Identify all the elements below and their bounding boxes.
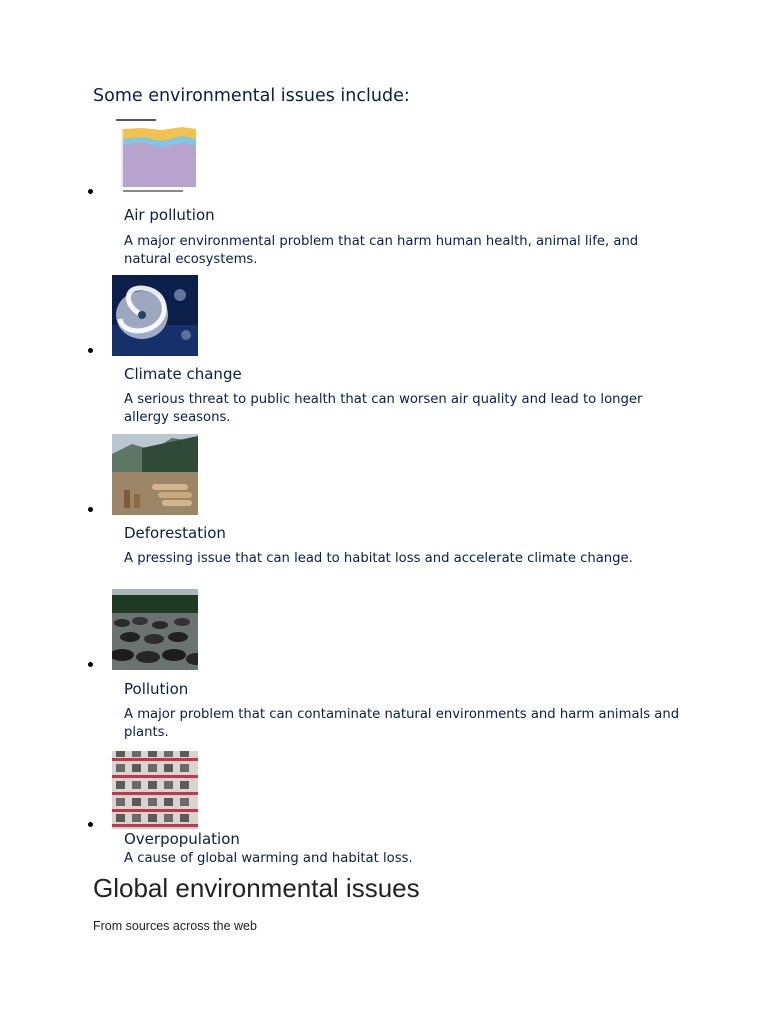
climate-change-thumbnail[interactable] xyxy=(112,275,198,356)
list-bullet xyxy=(88,662,93,667)
pollution-thumbnail[interactable] xyxy=(112,589,198,670)
item-description: A major problem that can contaminate natural environments and harm animals and plants. xyxy=(124,707,680,740)
item-title[interactable]: Overpopulation xyxy=(124,830,240,848)
overpopulation-thumbnail[interactable] xyxy=(112,748,198,829)
apartment-block-icon xyxy=(112,748,198,829)
tire-dump-icon xyxy=(112,589,198,670)
section-title: Global environmental issues xyxy=(93,873,420,903)
section-subtitle: From sources across the web xyxy=(93,919,257,933)
list-bullet xyxy=(88,189,93,194)
item-description: A cause of global warming and habitat loss. xyxy=(124,851,413,866)
list-bullet xyxy=(88,822,93,827)
item-description: A serious threat to public health that can worsen air quality and lead to longer allergy seasons. xyxy=(124,392,643,425)
intro-heading: Some environmental issues include: xyxy=(93,86,410,106)
energy-consumption-chart-icon xyxy=(112,117,198,198)
list-bullet xyxy=(88,348,93,353)
deforestation-thumbnail[interactable] xyxy=(112,434,198,515)
item-title[interactable]: Air pollution xyxy=(124,206,215,224)
item-title[interactable]: Deforestation xyxy=(124,524,226,542)
item-title[interactable]: Climate change xyxy=(124,365,242,383)
hurricane-satellite-icon xyxy=(112,275,198,356)
item-description: A pressing issue that can lead to habitat loss and accelerate climate change. xyxy=(124,551,633,566)
air-pollution-thumbnail[interactable] xyxy=(112,117,198,198)
cut-logs-forest-icon xyxy=(112,434,198,515)
item-title[interactable]: Pollution xyxy=(124,680,189,698)
item-description: A major environmental problem that can harm human health, animal life, and natural ecosystems. xyxy=(124,234,639,267)
list-bullet xyxy=(88,507,93,512)
